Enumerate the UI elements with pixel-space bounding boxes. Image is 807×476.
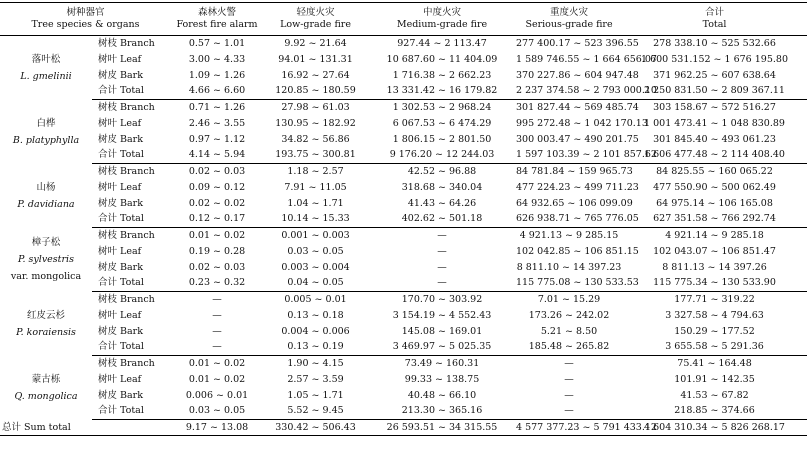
- organ-label-branch: 树枝 Branch: [98, 101, 155, 113]
- fire-emission-table: [0, 2, 807, 436]
- value-cell: 371 962.25 ~ 607 638.64: [653, 69, 776, 81]
- value-cell: 0.001 ~ 0.003: [281, 229, 350, 241]
- value-cell: 1 589 746.55 ~ 1 664 656.07: [516, 53, 657, 65]
- species-cell: [0, 164, 92, 228]
- value-cell: 0.01 ~ 0.02: [188, 229, 246, 241]
- organ-label-bark: 树皮 Bark: [98, 325, 143, 337]
- value-cell: 301 827.44 ~ 569 485.74: [516, 101, 639, 113]
- value-cell: 1 716.38 ~ 2 662.23: [392, 69, 492, 81]
- value-cell: 173.26 ~ 242.02: [528, 309, 610, 321]
- value-cell: 120.85 ~ 180.59: [263, 84, 368, 100]
- value-cell: 0.13 ~ 0.18: [287, 309, 344, 321]
- value-cell: 626 938.71 ~ 765 776.05: [516, 212, 622, 228]
- value-cell: 0.01 ~ 0.02: [188, 357, 246, 369]
- header-serious-grade-zh: 重度火灾: [550, 7, 589, 18]
- organ-label-bark: 树皮 Bark: [98, 133, 143, 145]
- value-cell: 300 003.47 ~ 490 201.75: [516, 133, 639, 145]
- value-cell: 2.57 ~ 3.59: [287, 373, 344, 385]
- value-cell: 1.09 ~ 1.26: [188, 69, 246, 81]
- value-cell: 185.48 ~ 265.82: [516, 340, 622, 356]
- header-medium-grade-zh: 中度火灾: [423, 7, 462, 18]
- value-cell: 0.03 ~ 0.05: [287, 245, 344, 257]
- value-cell: 99.33 ~ 138.75: [404, 373, 480, 385]
- value-cell: 0.04 ~ 0.05: [263, 276, 368, 292]
- organ-label-total: 合计 Total: [92, 404, 171, 420]
- value-cell: 8 811.10 ~ 14 397.23: [516, 261, 622, 273]
- value-cell: 0.02 ~ 0.03: [188, 261, 246, 273]
- value-cell: 8 811.13 ~ 14 397.26: [662, 261, 767, 273]
- table-row: [0, 100, 807, 116]
- sum-total-value: 4 577 377.23 ~ 5 791 433.12: [516, 420, 622, 436]
- value-cell: 64 932.65 ~ 106 099.09: [516, 197, 633, 209]
- header-low-grade-zh: 轻度火灾: [296, 7, 335, 18]
- table-row: [0, 116, 807, 132]
- species-name-latin: P. sylvestris: [18, 254, 74, 265]
- header-serious-grade-en: Serious-grade fire: [525, 19, 613, 30]
- organ-label-bark: 树皮 Bark: [98, 261, 143, 273]
- organ-label-leaf: 树叶 Leaf: [98, 181, 142, 193]
- value-cell: 0.23 ~ 0.32: [171, 276, 263, 292]
- species-cell: [0, 292, 92, 356]
- species-name-latin: Q. mongolica: [14, 390, 78, 402]
- species-name-zh: 红皮云杉: [26, 309, 65, 321]
- value-cell: 402.62 ~ 501.18: [368, 212, 516, 228]
- value-cell: 213.30 ~ 365.16: [368, 404, 516, 420]
- organ-label-branch: 树枝 Branch: [98, 357, 155, 369]
- value-cell: 303 158.67 ~ 572 516.27: [653, 101, 776, 113]
- value-cell: 0.97 ~ 1.12: [188, 133, 246, 145]
- value-cell: 10.14 ~ 15.33: [263, 212, 368, 228]
- value-cell: 84 781.84 ~ 159 965.73: [516, 165, 633, 177]
- value-cell: 218.85 ~ 374.66: [622, 404, 807, 420]
- value-cell: —: [564, 357, 574, 369]
- value-cell: —: [212, 325, 222, 337]
- species-name-zh: 樟子松: [31, 237, 61, 248]
- value-cell: 3 327.58 ~ 4 794.63: [665, 309, 764, 321]
- species-name-latin: B. platyphylla: [12, 134, 80, 146]
- organ-label-leaf: 树叶 Leaf: [98, 373, 142, 385]
- species-name-zh: 蒙古栎: [31, 373, 61, 385]
- value-cell: 3.00 ~ 4.33: [188, 53, 246, 65]
- value-cell: 102 042.85 ~ 106 851.15: [516, 245, 639, 257]
- header-fire-alarm: [171, 3, 263, 36]
- value-cell: 927.44 ~ 2 113.47: [397, 37, 487, 49]
- header-medium-grade: [368, 3, 516, 36]
- sum-total-value: 9.17 ~ 13.08: [171, 420, 263, 436]
- header-species-organs: [0, 3, 171, 36]
- data-table-wrapper: [0, 2, 807, 436]
- header-total-en: Total: [702, 19, 727, 30]
- value-cell: 101.91 ~ 142.35: [674, 373, 755, 385]
- table-row: [0, 356, 807, 372]
- value-cell: 627 351.58 ~ 766 292.74: [622, 212, 807, 228]
- organ-label-bark: 树皮 Bark: [98, 197, 143, 209]
- header-low-grade-en: Low-grade fire: [280, 19, 351, 30]
- organ-label-total: 合计 Total: [92, 84, 171, 100]
- value-cell: 34.82 ~ 56.86: [281, 133, 350, 145]
- value-cell: 318.68 ~ 340.04: [401, 181, 483, 193]
- value-cell: 130.95 ~ 182.92: [275, 117, 356, 129]
- table-row: [0, 276, 807, 292]
- table-row: [0, 132, 807, 148]
- value-cell: 1 597 103.39 ~ 2 101 857.62: [516, 148, 622, 164]
- value-cell: —: [437, 229, 447, 241]
- organ-label-leaf: 树叶 Leaf: [98, 245, 142, 257]
- species-name-zh: 山杨: [36, 181, 56, 193]
- value-cell: 0.09 ~ 0.12: [188, 181, 246, 193]
- value-cell: 0.13 ~ 0.19: [263, 340, 368, 356]
- value-cell: 102 043.07 ~ 106 851.47: [653, 245, 776, 257]
- value-cell: 13 331.42 ~ 16 179.82: [368, 84, 516, 100]
- value-cell: 3 655.58 ~ 5 291.36: [622, 340, 807, 356]
- table-row: [0, 404, 807, 420]
- table-row: [0, 308, 807, 324]
- value-cell: —: [368, 276, 516, 292]
- value-cell: 0.006 ~ 0.01: [185, 389, 249, 401]
- value-cell: 5.52 ~ 9.45: [263, 404, 368, 420]
- sum-total-value: 330.42 ~ 506.43: [263, 420, 368, 436]
- organ-label-total: 合计 Total: [92, 148, 171, 164]
- value-cell: 0.003 ~ 0.004: [281, 261, 350, 273]
- table-row: [0, 36, 807, 52]
- value-cell: 7.01 ~ 15.29: [537, 293, 601, 305]
- sum-total-row: [0, 420, 807, 436]
- value-cell: 2 237 374.58 ~ 2 793 000.10: [516, 84, 622, 100]
- value-cell: 0.71 ~ 1.26: [188, 101, 246, 113]
- organ-label-branch: 树枝 Branch: [98, 229, 155, 241]
- value-cell: 1.18 ~ 2.57: [287, 165, 344, 177]
- value-cell: 0.19 ~ 0.28: [188, 245, 246, 257]
- table-row: [0, 388, 807, 404]
- species-cell: [0, 228, 92, 292]
- value-cell: 0.01 ~ 0.02: [188, 373, 246, 385]
- table-row: [0, 372, 807, 388]
- value-cell: 1 001 473.41 ~ 1 048 830.89: [644, 117, 785, 129]
- organ-label-leaf: 树叶 Leaf: [98, 53, 142, 65]
- value-cell: 0.004 ~ 0.006: [281, 325, 350, 337]
- value-cell: 277 400.17 ~ 523 396.55: [516, 37, 639, 49]
- organ-label-total: 合计 Total: [92, 212, 171, 228]
- organ-label-total: 合计 Total: [92, 340, 171, 356]
- header-total: [622, 3, 807, 36]
- species-name-latin: P. koraiensis: [16, 326, 76, 338]
- value-cell: 2.46 ~ 3.55: [188, 117, 246, 129]
- value-cell: 170.70 ~ 303.92: [401, 293, 483, 305]
- value-cell: —: [437, 261, 447, 273]
- value-cell: 0.005 ~ 0.01: [284, 293, 347, 305]
- value-cell: 150.29 ~ 177.52: [674, 325, 755, 337]
- value-cell: 73.49 ~ 160.31: [404, 357, 480, 369]
- value-cell: 41.53 ~ 67.82: [680, 389, 749, 401]
- value-cell: 0.02 ~ 0.02: [188, 197, 246, 209]
- table-row: [0, 244, 807, 260]
- species-cell: [0, 356, 92, 420]
- value-cell: 16.92 ~ 27.64: [281, 69, 350, 81]
- value-cell: 84 825.55 ~ 160 065.22: [656, 165, 773, 177]
- species-name-latin: var. mongolica: [10, 271, 82, 282]
- value-cell: —: [171, 340, 263, 356]
- value-cell: 370 227.86 ~ 604 947.48: [516, 69, 639, 81]
- header-serious-grade: [516, 3, 622, 36]
- organ-label-branch: 树枝 Branch: [98, 37, 155, 49]
- value-cell: 1.05 ~ 1.71: [287, 389, 344, 401]
- value-cell: 193.75 ~ 300.81: [263, 148, 368, 164]
- value-cell: 301 845.40 ~ 493 061.23: [653, 133, 776, 145]
- species-cell: [0, 36, 92, 100]
- table-header: [0, 3, 807, 36]
- value-cell: 145.08 ~ 169.01: [401, 325, 483, 337]
- value-cell: 75.41 ~ 164.48: [677, 357, 752, 369]
- table-row: [0, 52, 807, 68]
- header-medium-grade-en: Medium-grade fire: [396, 19, 488, 30]
- organ-label-leaf: 树叶 Leaf: [98, 309, 142, 321]
- table-row: [0, 340, 807, 356]
- value-cell: 94.01 ~ 131.31: [278, 53, 353, 65]
- species-name-zh: 落叶松: [31, 53, 61, 65]
- table-row: [0, 84, 807, 100]
- value-cell: —: [516, 404, 622, 420]
- value-cell: 27.98 ~ 61.03: [281, 101, 350, 113]
- value-cell: 1.04 ~ 1.71: [287, 197, 344, 209]
- table-row: [0, 324, 807, 340]
- organ-label-total: 合计 Total: [92, 276, 171, 292]
- value-cell: 3 154.19 ~ 4 552.43: [392, 309, 492, 321]
- value-cell: —: [564, 373, 574, 385]
- value-cell: 7.91 ~ 11.05: [284, 181, 347, 193]
- organ-label-leaf: 树叶 Leaf: [98, 117, 142, 129]
- value-cell: 115 775.34 ~ 130 533.90: [622, 276, 807, 292]
- table-row: [0, 292, 807, 308]
- table-row: [0, 148, 807, 164]
- value-cell: 995 272.48 ~ 1 042 170.13: [516, 117, 648, 129]
- table-row: [0, 260, 807, 276]
- value-cell: 41.43 ~ 64.26: [407, 197, 477, 209]
- value-cell: 9 176.20 ~ 12 244.03: [368, 148, 516, 164]
- value-cell: 4.14 ~ 5.94: [171, 148, 263, 164]
- organ-label-branch: 树枝 Branch: [98, 165, 155, 177]
- value-cell: —: [212, 293, 222, 305]
- value-cell: 10 687.60 ~ 11 404.09: [386, 53, 498, 65]
- table-row: [0, 68, 807, 84]
- value-cell: 1 302.53 ~ 2 968.24: [392, 101, 492, 113]
- value-cell: 3 469.97 ~ 5 025.35: [368, 340, 516, 356]
- sum-total-value: 26 593.51 ~ 34 315.55: [368, 420, 516, 436]
- table-row: [0, 180, 807, 196]
- table-row: [0, 212, 807, 228]
- value-cell: 1 606 477.48 ~ 2 114 408.40: [622, 148, 807, 164]
- value-cell: 177.71 ~ 319.22: [674, 293, 755, 305]
- value-cell: 0.03 ~ 0.05: [171, 404, 263, 420]
- value-cell: 115 775.08 ~ 130 533.53: [516, 276, 622, 292]
- value-cell: 4.66 ~ 6.60: [171, 84, 263, 100]
- table-row: [0, 228, 807, 244]
- value-cell: 40.48 ~ 66.10: [407, 389, 477, 401]
- value-cell: 6 067.53 ~ 6 474.29: [392, 117, 492, 129]
- value-cell: 0.12 ~ 0.17: [171, 212, 263, 228]
- header-total-zh: 合计: [705, 7, 725, 18]
- value-cell: 0.02 ~ 0.03: [188, 165, 246, 177]
- species-name-latin: P. davidiana: [17, 198, 75, 210]
- organ-label-bark: 树皮 Bark: [98, 389, 143, 401]
- species-name-latin: L. gmelinii: [20, 70, 72, 82]
- species-cell: [0, 100, 92, 164]
- header-fire-alarm-zh: 森林火警: [198, 7, 237, 18]
- header-fire-alarm-en: Forest fire alarm: [176, 19, 258, 30]
- value-cell: —: [437, 245, 447, 257]
- species-name-zh: 白桦: [36, 117, 56, 129]
- organ-label-bark: 树皮 Bark: [98, 69, 143, 81]
- value-cell: 477 224.23 ~ 499 711.23: [516, 181, 639, 193]
- value-cell: 1 806.15 ~ 2 801.50: [392, 133, 492, 145]
- table-body: [0, 36, 807, 436]
- value-cell: 42.52 ~ 96.88: [407, 165, 477, 177]
- header-species-organs-zh: 树种器官: [66, 7, 105, 18]
- value-cell: 64 975.14 ~ 106 165.08: [656, 197, 773, 209]
- value-cell: 0.57 ~ 1.01: [188, 37, 246, 49]
- sum-total-value: 4 604 310.34 ~ 5 826 268.17: [622, 420, 807, 436]
- value-cell: 1.90 ~ 4.15: [287, 357, 344, 369]
- value-cell: 4 921.13 ~ 9 285.15: [519, 229, 619, 241]
- organ-label-branch: 树枝 Branch: [98, 293, 155, 305]
- table-row: [0, 196, 807, 212]
- header-species-organs-en: Tree species & organs: [31, 19, 140, 30]
- value-cell: 4 921.14 ~ 9 285.18: [665, 229, 764, 241]
- table-row: [0, 164, 807, 180]
- value-cell: —: [212, 309, 222, 321]
- value-cell: 2 250 831.50 ~ 2 809 367.11: [622, 84, 807, 100]
- sum-total-label: 总计 Sum total: [0, 420, 171, 436]
- value-cell: 477 550.90 ~ 500 062.49: [653, 181, 776, 193]
- value-cell: 5.21 ~ 8.50: [540, 325, 598, 337]
- value-cell: 278 338.10 ~ 525 532.66: [653, 37, 776, 49]
- value-cell: —: [564, 389, 574, 401]
- value-cell: 9.92 ~ 21.64: [284, 37, 347, 49]
- header-low-grade: [263, 3, 368, 36]
- value-cell: 1 600 531.152 ~ 1 676 195.80: [641, 53, 788, 65]
- header-row: [0, 3, 807, 36]
